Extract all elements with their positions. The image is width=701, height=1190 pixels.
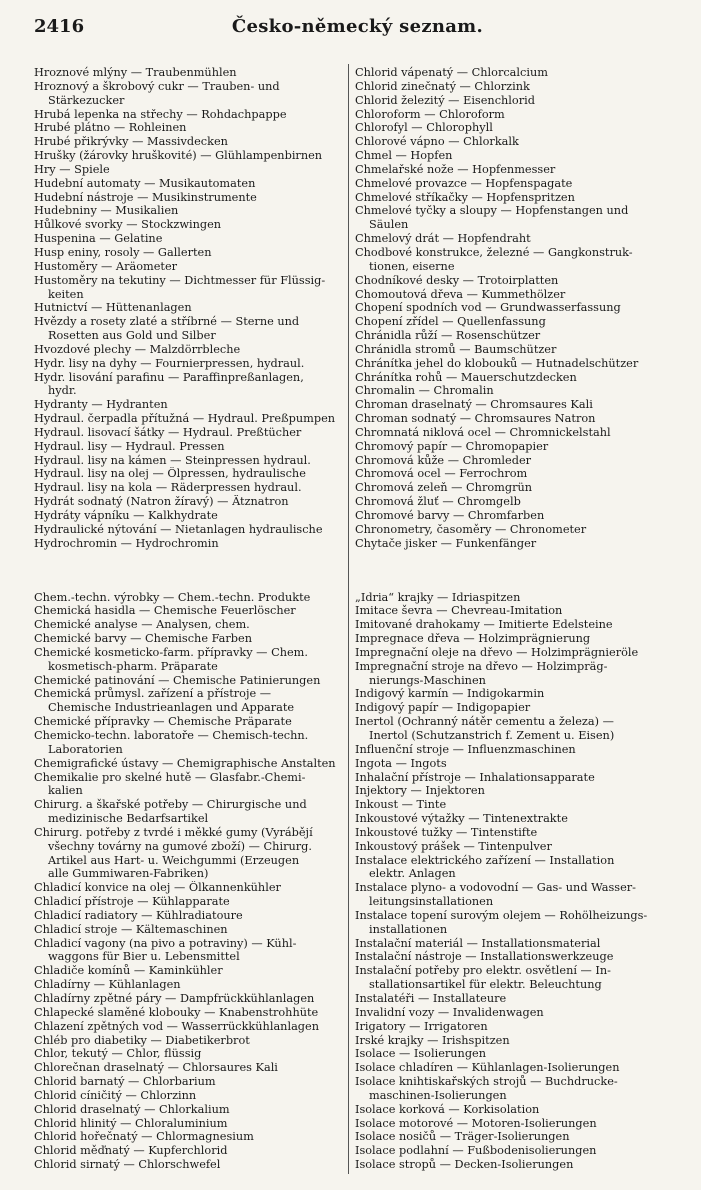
section-gap (355, 551, 673, 591)
dictionary-entry: Chladírny zpětné páry — Dampfrückkühlanlagen (34, 992, 315, 1005)
dictionary-entry: Imitace ševra — Chevreau-Imitation (355, 604, 563, 618)
dictionary-entry: Huspenina — Gelatine (34, 232, 163, 246)
dictionary-entry: Hydraul. lisy na kola — Räderpressen hydraul. (34, 481, 302, 495)
dictionary-entry: Invalidní vozy — Invalidenwagen (355, 1005, 544, 1019)
dictionary-entry-continuation: alle Gummiwaren-Fabriken) (48, 867, 209, 881)
dictionary-entry: Instalační nástroje — Installationswerkzeuge (355, 950, 614, 964)
dictionary-entry: Chemigrafické ústavy — Chemigraphische Anstalten (34, 756, 336, 770)
dictionary-entry: Husp eniny, rosoly — Gallerten (34, 245, 212, 259)
dictionary-entry: Inkoustový prášek — Tintenpulver (355, 839, 552, 853)
dictionary-entry: Inertol (Ochranný nátěr cementu a železa) — (355, 715, 614, 729)
dictionary-entry-continuation: kalien (48, 784, 83, 798)
dictionary-entry: Chránidla stromů — Baumschützer (355, 342, 557, 356)
dictionary-entry: Influenční stroje — Influenzmaschinen (355, 742, 576, 756)
dictionary-entry: Chytače jisker — Funkenfänger (355, 536, 537, 550)
dictionary-entry: Chem.-techn. výrobky — Chem.-techn. Produkte (34, 590, 311, 604)
dictionary-entry: Chroman sodnatý — Chromsaures Natron (355, 412, 596, 426)
dictionary-entry: Chemická hasidla — Chemische Feuerlöscher (34, 604, 296, 618)
dictionary-entry: Chemické barvy — Chemische Farben (34, 632, 252, 646)
dictionary-entry: Chmel — Hopfen (355, 149, 453, 163)
dictionary-entry: Chromová ocel — Ferrochrom (355, 467, 528, 481)
dictionary-entry: Isolace knihtiskařských strojů — Buchdrucke- (355, 1075, 618, 1089)
dictionary-entry: Chirurg. potřeby z tvrdé i měkké gumy (Vyrábějí (34, 825, 313, 839)
dictionary-entry: Hudebniny — Musikalien (34, 204, 179, 218)
dictionary-entry-continuation: nierungs-Maschinen (369, 673, 486, 687)
dictionary-entry: Hydr. lisy na dyhy — Fournierpressen, hydraul. (34, 356, 305, 370)
dictionary-entry: Instalační potřeby pro elektr. osvětlení — In- (355, 964, 611, 978)
dictionary-entry: Hydraul. čerpadla přítužná — Hydraul. Preßpumpen (34, 412, 336, 426)
dictionary-entry: Chmelový drát — Hopfendraht (355, 232, 531, 246)
dictionary-entry: Chléb pro diabetiky — Diabetikerbrot (34, 1033, 250, 1047)
dictionary-entry: Chlorid zinečnatý — Chlorzink (355, 79, 530, 93)
dictionary-entry: Chránítka rohů — Mauerschutzdecken (355, 370, 577, 384)
dictionary-entry: Hydraul. lisy — Hydraul. Pressen (34, 439, 225, 453)
page-number: 2416 (34, 16, 85, 37)
dictionary-entry: Imitované drahokamy — Imitierte Edelsteine (355, 618, 613, 632)
dictionary-entry: Chemická průmysl. zařízení a přístroje — (34, 687, 272, 701)
dictionary-entry-continuation: tionen, eiserne (369, 259, 455, 273)
dictionary-entry: Chlorid hořečnatý — Chlormagnesium (34, 1130, 254, 1144)
dictionary-entry: Chemické kosmeticko-farm. přípravky — Chem. (34, 645, 308, 659)
dictionary-entry: Hroznové mlýny — Traubenmühlen (34, 66, 237, 79)
dictionary-entry: Injektory — Injektoren (355, 784, 485, 798)
dictionary-entry: Chemicko-techn. laboratoře — Chemisch-techn. (34, 728, 309, 742)
dictionary-entry: Chlorid železitý — Eisenchlorid (355, 93, 535, 107)
dictionary-entry-continuation: kosmetisch-pharm. Präparate (48, 659, 218, 673)
dictionary-entry-continuation: Stärkezucker (48, 93, 125, 107)
dictionary-entry: Hustoměry — Aräometer (34, 259, 178, 273)
dictionary-entry: Chladiče komínů — Kaminkühler (34, 964, 223, 978)
dictionary-entry-continuation: Chemische Industrieanlagen und Apparate (48, 701, 295, 715)
dictionary-entry: Inkoustové výtažky — Tintenextrakte (355, 812, 568, 826)
dictionary-entry: Chemické patinování — Chemische Patinierungen (34, 673, 321, 687)
dictionary-entry: Chomoutová dřeva — Kummethölzer (355, 287, 566, 301)
dictionary-entry-continuation: Säulen (369, 218, 409, 232)
dictionary-entry: Irské krajky — Irishspitzen (355, 1033, 510, 1047)
dictionary-entry-continuation: leitungsinstallationen (369, 895, 494, 909)
dictionary-entry: Impregnační oleje na dřevo — Holzimprägnieröle (355, 645, 639, 659)
dictionary-entry: Indigový karmín — Indigokarmin (355, 687, 545, 701)
dictionary-entry: Hudební automaty — Musikautomaten (34, 176, 256, 190)
dictionary-entry: Chopení spodních vod — Grundwasserfassung (355, 301, 621, 315)
dictionary-entry-continuation: medizinische Bedarfsartikel (48, 812, 209, 826)
dictionary-entry: Chromnatá niklová ocel — Chromnickelstahl (355, 425, 611, 439)
dictionary-entry: Chemikalie pro skelné hutě — Glasfabr.-Chemi- (34, 770, 306, 784)
left-column (34, 66, 346, 1172)
dictionary-entry-continuation: maschinen-Isolierungen (369, 1088, 507, 1102)
dictionary-entry: Isolace nosičů — Träger-Isolierungen (355, 1130, 570, 1144)
dictionary-entry: Chirurg. a škařské potřeby — Chirurgische und (34, 798, 307, 812)
dictionary-entry-continuation: Inertol (Schutzanstrich f. Zement u. Eisen) (369, 728, 615, 742)
dictionary-entry: Chroman draselnatý — Chromsaures Kali (355, 398, 593, 412)
dictionary-entry: Chránítka jehel do klobouků — Hutnadelschützer (355, 356, 639, 370)
dictionary-entry: Chmelové tyčky a sloupy — Hopfenstangen und (355, 204, 629, 218)
page-title: Česko-německý seznam. (231, 16, 484, 37)
dictionary-entry-continuation: Artikel aus Hart- u. Weichgummi (Erzeugen (48, 853, 300, 867)
dictionary-entry: Hůlkové svorky — Stockzwingen (34, 218, 222, 232)
dictionary-entry: Hvězdy a rosety zlaté a stříbrné — Sterne und (34, 315, 300, 329)
dictionary-entry: Chromová žluť — Chromgelb (355, 495, 521, 509)
dictionary-entry-continuation: Rosetten aus Gold und Silber (48, 329, 216, 343)
dictionary-entry: Chlorid cíničitý — Chlorzinn (34, 1088, 197, 1102)
dictionary-entry: Chlazení zpětných vod — Wasserrückkühlanlagen (34, 1019, 319, 1033)
dictionary-entry: Chlapecké slaměné klobouky — Knabenstrohhüte (34, 1005, 319, 1019)
dictionary-entry: Hutnictví — Hüttenanlagen (34, 301, 192, 315)
dictionary-entry: Isolace podlahní — Fußbodenisolierungen (355, 1144, 597, 1158)
dictionary-entry: Hydrochromin — Hydrochromin (34, 536, 219, 550)
section-gap (34, 551, 346, 591)
dictionary-entry: Chlorid hlinitý — Chloraluminium (34, 1116, 228, 1130)
dictionary-entry-continuation: stallationsartikel für elektr. Beleuchtung (369, 978, 602, 992)
dictionary-entry-continuation: installationen (369, 922, 448, 936)
dictionary-entry: Chopení zřídel — Quellenfassung (355, 315, 546, 329)
dictionary-entry: Chodníkové desky — Trotoirplatten (355, 273, 559, 287)
dictionary-entry: Chlorid barnatý — Chlorbarium (34, 1075, 216, 1089)
dictionary-entry: Chlorofyl — Chlorophyll (355, 121, 493, 135)
dictionary-entry: Chladicí vagony (na pivo a potraviny) — Kühl- (34, 936, 297, 950)
dictionary-entry: Hrubé přikrývky — Massivdecken (34, 135, 228, 149)
dictionary-entry: Isolace chladíren — Kühlanlagen-Isolierungen (355, 1061, 620, 1075)
dictionary-entry: Chlorid měďnatý — Kupferchlorid (34, 1144, 228, 1158)
dictionary-entry: Instalace plyno- a vodovodní — Gas- und Wasser- (355, 881, 636, 895)
dictionary-entry: Hydrát sodnatý (Natron žíravý) — Ätznatron (34, 495, 289, 509)
dictionary-entry: Chemické přípravky — Chemische Präparate (34, 715, 292, 729)
right-column (355, 66, 673, 1172)
dictionary-entry: Chlor, tekutý — Chlor, flüssig (34, 1047, 202, 1061)
dictionary-entry: Chladicí stroje — Kältemaschinen (34, 922, 228, 936)
page-header (34, 16, 681, 42)
dictionary-entry: Chlorid draselnatý — Chlorkalium (34, 1102, 230, 1116)
column-divider (348, 64, 349, 1174)
dictionary-entry: Chloroform — Chloroform (355, 107, 505, 121)
dictionary-entry: Indigový papír — Indigopapier (355, 701, 531, 715)
dictionary-entry: Instalatéři — Installateure (355, 992, 507, 1005)
dictionary-entry: Chromové barvy — Chromfarben (355, 509, 545, 522)
dictionary-entry: Chlorové vápno — Chlorkalk (355, 135, 519, 149)
dictionary-entry: Inkoust — Tinte (355, 798, 447, 812)
dictionary-entry: Chlorid sirnatý — Chlorschwefel (34, 1158, 221, 1172)
dictionary-entry: Impregnace dřeva — Holzimprägnierung (355, 632, 591, 646)
dictionary-entry: Hydranty — Hydranten (34, 398, 168, 412)
dictionary-entry: Hydraul. lisy na olej — Ölpressen, hydraulische (34, 467, 306, 481)
dictionary-entry-continuation: waggons für Bier u. Lebensmittel (48, 950, 240, 964)
dictionary-entry: Isolace korková — Korkisolation (355, 1102, 540, 1116)
dictionary-entry: Inhalační přístroje — Inhalationsapparate (355, 770, 595, 784)
dictionary-entry: Chmelařské nože — Hopfenmesser (355, 162, 556, 176)
dictionary-entry: Instalace topení surovým olejem — Rohölheizungs- (355, 908, 648, 922)
dictionary-entry: Instalace elektrického zařízení — Installation (355, 853, 615, 867)
dictionary-entry: Hydráty vápníku — Kalkhydrate (34, 509, 218, 522)
dictionary-entry: Chmelové provazce — Hopfenspagate (355, 176, 573, 190)
left-block-ch (34, 591, 346, 1172)
dictionary-entry: Hry — Spiele (34, 162, 110, 176)
dictionary-entry: Irigatory — Irrigatoren (355, 1019, 488, 1033)
dictionary-entry: Chmelové stříkačky — Hopfenspritzen (355, 190, 575, 204)
dictionary-entry-continuation: všechny továrny na gumové zboží) — Chirurg. (48, 839, 312, 853)
dictionary-entry: Isolace stropů — Decken-Isolierungen (355, 1158, 574, 1172)
dictionary-entry: Chlorid vápenatý — Chlorcalcium (355, 66, 548, 79)
dictionary-entry: Hydraul. lisovací šátky — Hydraul. Preßtücher (34, 425, 302, 439)
dictionary-entry: Hrušky (žárovky hruškovité) — Glühlampenbirnen (34, 149, 323, 163)
dictionary-entry: Chemické analyse — Analysen, chem. (34, 618, 250, 632)
dictionary-entry: Hrubé plátno — Rohleinen (34, 121, 187, 135)
dictionary-entry: Inkoustové tužky — Tintenstifte (355, 825, 538, 839)
dictionary-entry-continuation: keiten (48, 287, 84, 301)
dictionary-entry: Ingota — Ingots (355, 756, 447, 770)
dictionary-entry: Isolace — Isolierungen (355, 1047, 487, 1061)
dictionary-entry: Chodbové konstrukce, železné — Gangkonstruk- (355, 245, 633, 259)
dictionary-entry: Hydraul. lisy na kámen — Steinpressen hydraul. (34, 453, 311, 467)
dictionary-entry: Chromalin — Chromalin (355, 384, 494, 398)
dictionary-entry: „Idria“ krajky — Idriaspitzen (355, 590, 521, 604)
left-block-h (34, 66, 346, 551)
dictionary-entry: Hrubá lepenka na střechy — Rohdachpappe (34, 107, 287, 121)
dictionary-entry: Chromový papír — Chromopapier (355, 439, 549, 453)
dictionary-entry: Chladicí přístroje — Kühlapparate (34, 895, 230, 909)
dictionary-entry: Chronometry, časoměry — Chronometer (355, 522, 587, 536)
dictionary-entry: Chladicí radiatory — Kühlradiatoure (34, 908, 243, 922)
dictionary-entry: Hvozdové plechy — Malzdörrbleche (34, 342, 241, 356)
dictionary-entry: Hydr. lisování parafinu — Paraffinpreßanlagen, (34, 370, 304, 384)
dictionary-entry: Impregnační stroje na dřevo — Holzimpräg- (355, 659, 608, 673)
dictionary-entry: Chránidla růží — Rosenschützer (355, 329, 541, 343)
dictionary-entry-continuation: Laboratorien (48, 742, 123, 756)
dictionary-entry-continuation: hydr. (48, 384, 77, 398)
dictionary-entry: Chromová kůže — Chromleder (355, 453, 532, 467)
right-block-ch (355, 66, 673, 551)
dictionary-entry: Chladírny — Kühlanlagen (34, 978, 181, 992)
right-block-i (355, 591, 673, 1172)
dictionary-entry-continuation: elektr. Anlagen (369, 867, 456, 881)
dictionary-entry: Chladicí konvice na olej — Ölkannenkühler (34, 881, 281, 895)
dictionary-entry: Chlorečnan draselnatý — Chlorsaures Kali (34, 1061, 278, 1075)
dictionary-entry: Instalační materiál — Installationsmaterial (355, 936, 601, 950)
dictionary-entry: Hustoměry na tekutiny — Dichtmesser für Flüssig- (34, 273, 326, 287)
dictionary-entry: Hydraulické nýtování — Nietanlagen hydraulische (34, 522, 323, 536)
dictionary-entry: Hroznový a škrobový cukr — Trauben- und (34, 79, 280, 93)
dictionary-entry: Hudební nástroje — Musikinstrumente (34, 190, 257, 204)
dictionary-entry: Isolace motorové — Motoren-Isolierungen (355, 1116, 597, 1130)
dictionary-entry: Chromová zeleň — Chromgrün (355, 481, 533, 495)
